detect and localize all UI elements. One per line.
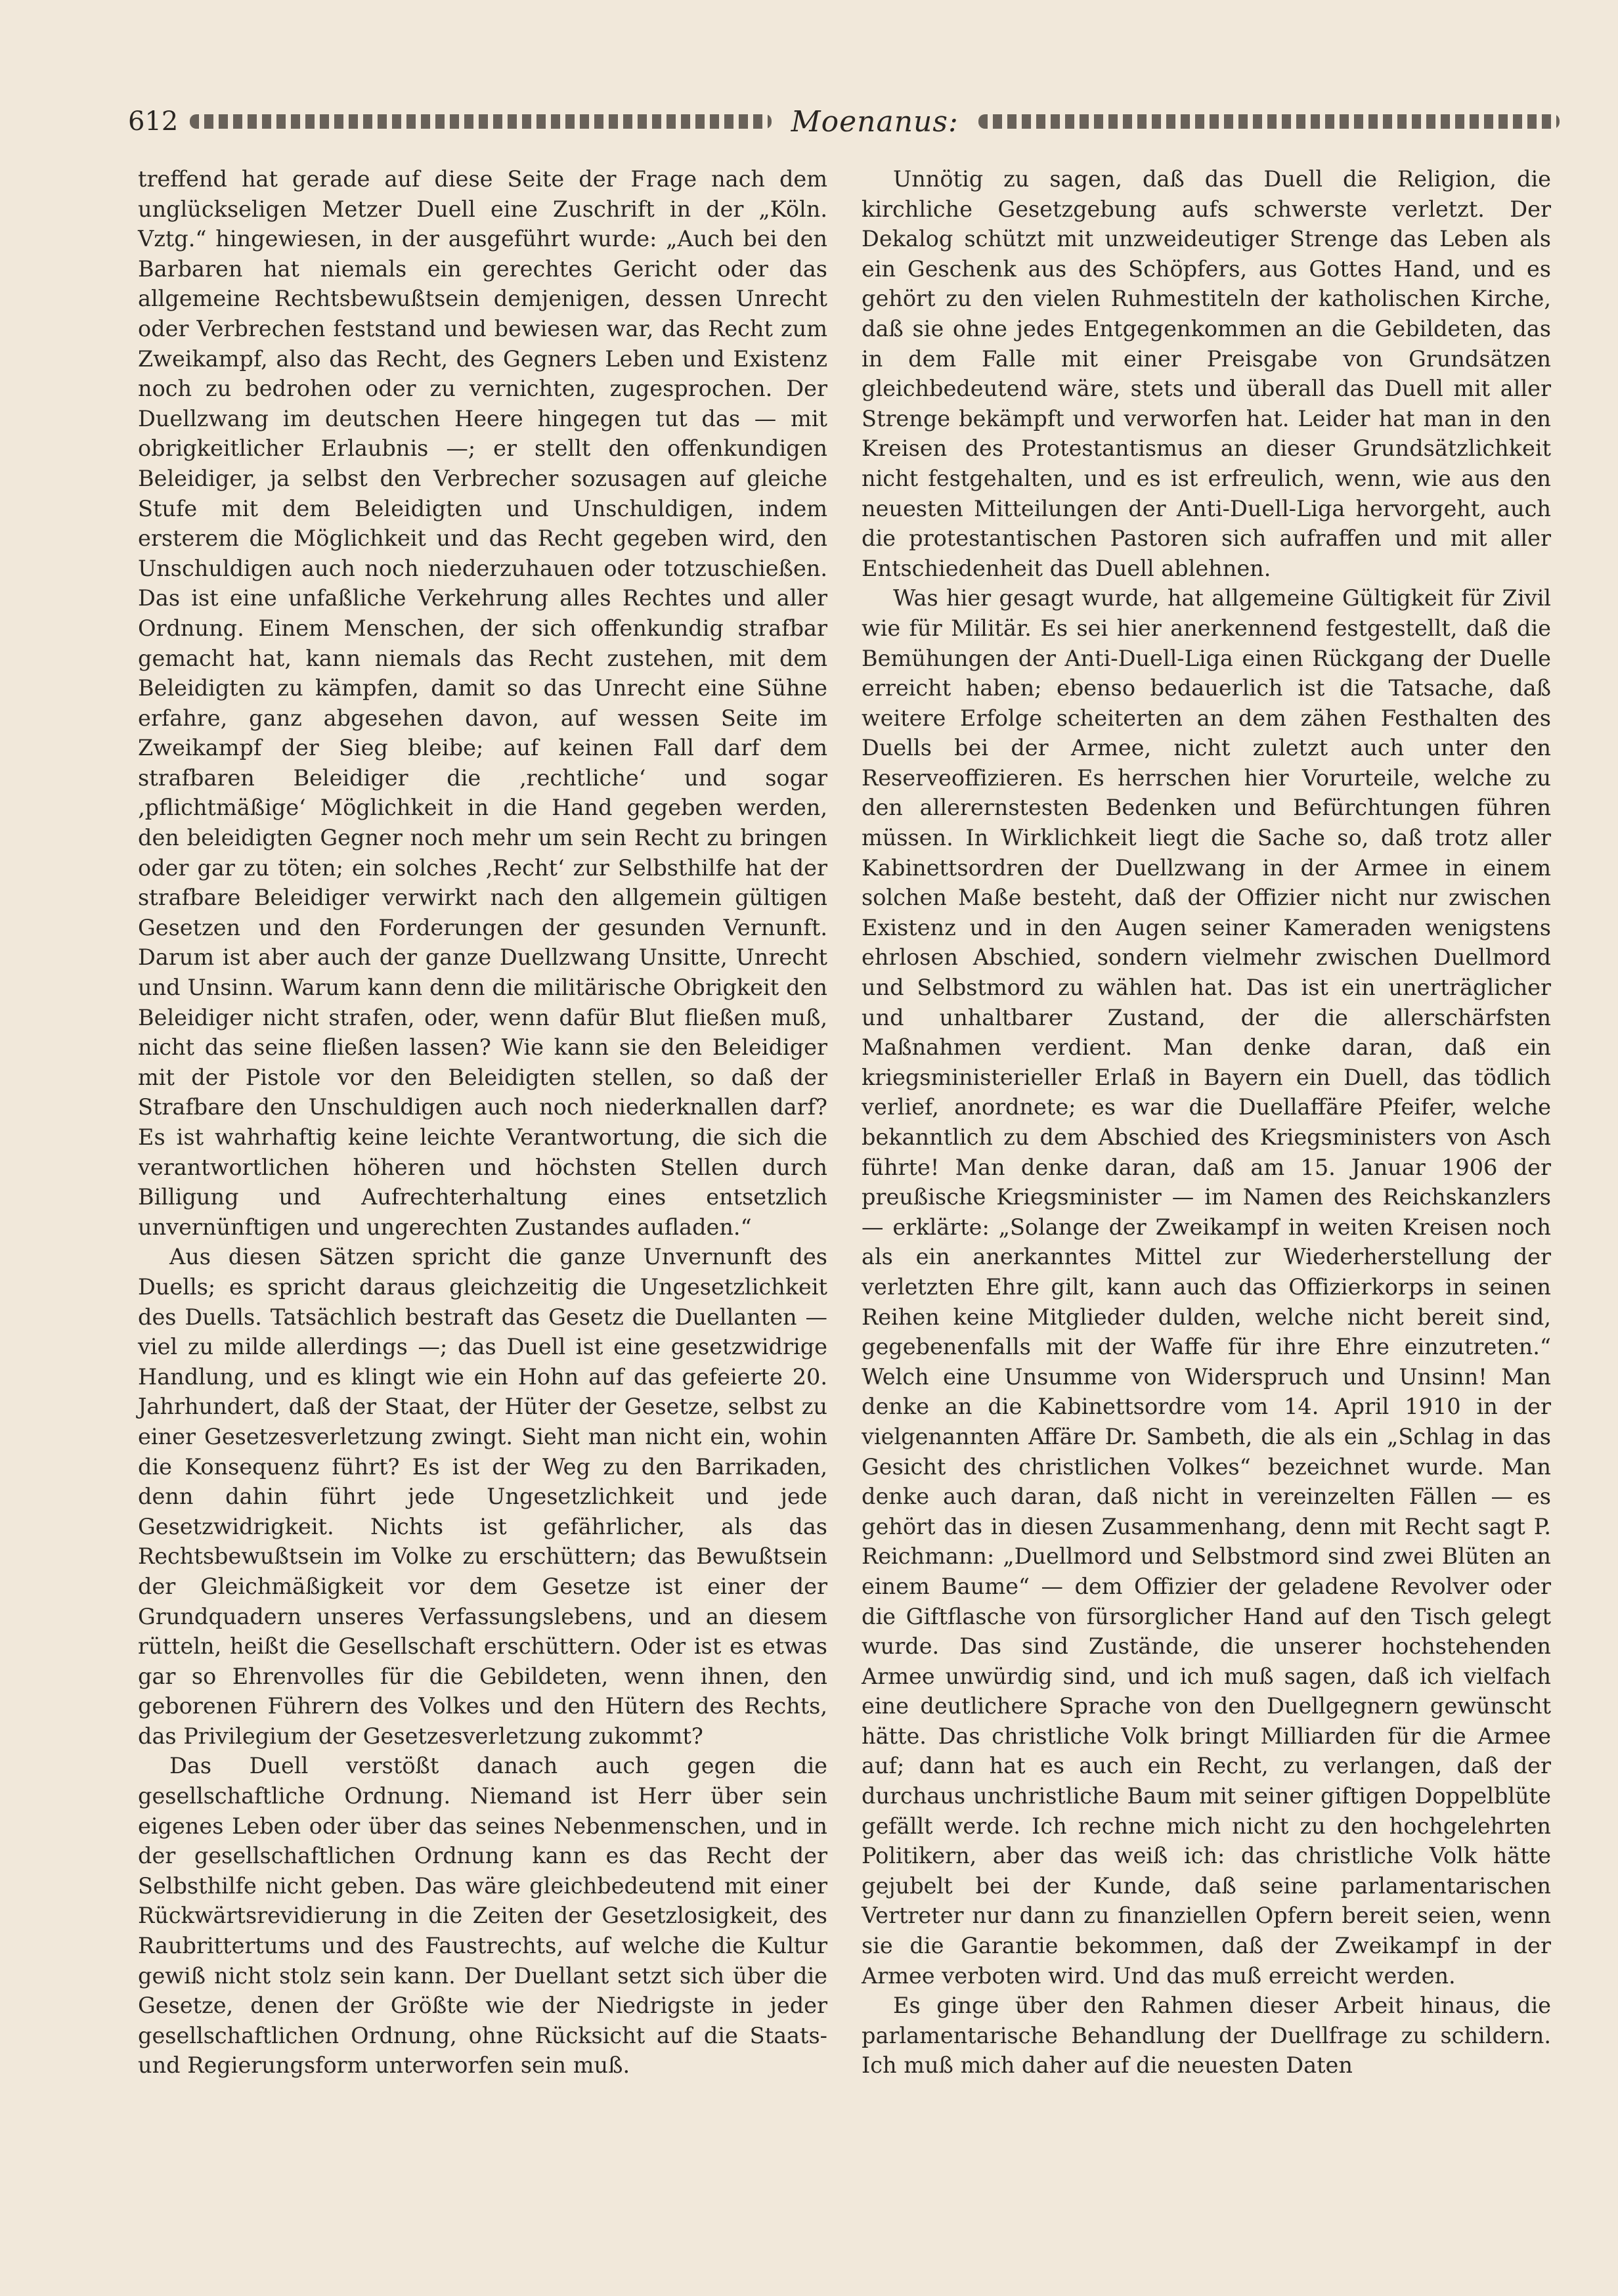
- paragraph: Aus diesen Sätzen spricht die ganze Unvernunft des Duells; es spricht daraus gleichzeitig die Ungesetzlichkeit des Duells. Tatsächlich bestraft das Gesetz die Duellanten — viel zu milde allerdings —; das Duell ist eine gesetzwidrige Handlung, und es klingt wie ein Hohn auf das gefeierte 20. Jahrhundert, daß der Staat, der Hüter der Gesetze, selbst zu einer Gesetzesverletzung zwingt. Sieht man nicht ein, wohin die Konsequenz führt? Es ist der Weg zu den Barrikaden, denn dahin führt jede Ungesetzlichkeit und jede Gesetzwidrigkeit. Nichts ist gefährlicher, als das Rechtsbewußtsein im Volke zu erschüttern; das Bewußtsein der Gleichmäßigkeit vor dem Gesetze ist einer der Grundquadern unseres Verfassungslebens, und an diesem rütteln, heißt die Gesellschaft erschüttern. Oder ist es etwas gar so Ehrenvolles für die Gebildeten, wenn ihnen, den geborenen Führern des Volkes und den Hütern des Rechts, das Privilegium der Gesetzesverletzung zukommt?: [138, 1244, 827, 1749]
- right-column: [862, 164, 1551, 2081]
- page-number: 612: [128, 106, 179, 137]
- page-header: [128, 99, 1560, 144]
- ornament-rule-left: [190, 114, 771, 129]
- ornament-rule-right: [978, 114, 1560, 129]
- paragraph: Das Duell verstößt danach auch gegen die gesellschaftliche Ordnung. Niemand ist Herr über sein eigenes Leben oder über das seines Nebenmenschen, und in der gesellschaftlichen Ordnung kann es das Recht der Selbsthilfe nicht geben. Das wäre gleichbedeutend mit einer Rückwärtsrevidierung in die Zeiten der Gesetzlosigkeit, des Raubrittertums und des Faustrechts, auf welche die Kultur gewiß nicht stolz sein kann. Der Duellant setzt sich über die Gesetze, denen der Größte wie der Niedrigste in jeder gesellschaftlichen Ordnung, ohne Rücksicht auf die Staats- und Regierungsform unterworfen sein muß.: [138, 1753, 827, 2079]
- paragraph: treffend hat gerade auf diese Seite der Frage nach dem unglückseligen Metzer Duell eine Zuschrift in der „Köln. Vztg.“ hingewiesen, in der ausgeführt wurde: „Auch bei den Barbaren hat niemals ein gerechtes Gericht oder das allgemeine Rechtsbewußtsein demjenigen, dessen Unrecht oder Verbrechen feststand und bewiesen war, das Recht zum Zweikampf, also das Recht, des Gegners Leben und Existenz noch zu bedrohen oder zu vernichten, zugesprochen. Der Duellzwang im deutschen Heere hingegen tut das — mit obrigkeitlicher Erlaubnis —; er stellt den offenkundigen Beleidiger, ja selbst den Verbrecher sozusagen auf gleiche Stufe mit dem Beleidigten und Unschuldigen, indem ersterem die Möglichkeit und das Recht gegeben wird, den Unschuldigen auch noch niederzuhauen oder totzuschießen. Das ist eine unfaßliche Verkehrung alles Rechtes und aller Ordnung. Einem Menschen, der sich offenkundig strafbar gemacht hat, kann niemals das Recht zustehen, mit dem Beleidigten zu kämpfen, damit so das Unrecht eine Sühne erfahre, ganz abgesehen davon, auf wessen Seite im Zweikampf der Sieg bleibe; auf keinen Fall darf dem strafbaren Beleidiger die ‚rechtliche‘ und sogar ‚pflichtmäßige‘ Möglichkeit in die Hand gegeben werden, den beleidigten Gegner noch mehr um sein Recht zu bringen oder gar zu töten; ein solches ‚Recht‘ zur Selbsthilfe hat der strafbare Beleidiger verwirkt nach den allgemein gültigen Gesetzen und den Forderungen der gesunden Vernunft. Darum ist aber auch der ganze Duellzwang Unsitte, Unrecht und Unsinn. Warum kann denn die militärische Obrigkeit den Beleidiger nicht strafen, oder, wenn dafür Blut fließen muß, nicht das seine fließen lassen? Wie kann sie den Beleidiger mit der Pistole vor den Beleidigten stellen, so daß der Strafbare den Unschuldigen auch noch niederknallen darf? Es ist wahrhaftig keine leichte Verantwortung, die sich die verantwortlichen höheren und höchsten Stellen durch Billigung und Aufrechterhaltung eines entsetzlich unvernünftigen und ungerechten Zustandes aufladen.“: [138, 166, 827, 1240]
- paragraph: Unnötig zu sagen, daß das Duell die Religion, die kirchliche Gesetzgebung aufs schwerste verletzt. Der Dekalog schützt mit unzweideutiger Strenge das Leben als ein Geschenk aus des Schöpfers, aus Gottes Hand, und es gehört zu den vielen Ruhmestiteln der katholischen Kirche, daß sie ohne jedes Entgegenkommen an die Gebildeten, das in dem Falle mit einer Preisgabe von Grundsätzen gleichbedeutend wäre, stets und überall das Duell mit aller Strenge bekämpft und verworfen hat. Leider hat man in den Kreisen des Protestantismus an dieser Grundsätzlichkeit nicht festgehalten, und es ist erfreulich, wenn, wie aus den neuesten Mitteilungen der Anti-Duell-Liga hervorgeht, auch die protestantischen Pastoren sich aufraffen und mit aller Entschiedenheit das Duell ablehnen.: [862, 166, 1551, 581]
- left-column: [138, 164, 827, 2081]
- paragraph: Was hier gesagt wurde, hat allgemeine Gültigkeit für Zivil wie für Militär. Es sei hier anerkennend festgestellt, daß die Bemühungen der Anti-Duell-Liga einen Rückgang der Duelle erreicht haben; ebenso bedauerlich ist die Tatsache, daß weitere Erfolge scheiterten an dem zähen Festhalten des Duells bei der Armee, nicht zuletzt auch unter den Reserveoffizieren. Es herrschen hier Vorurteile, welche zu den allerernstesten Bedenken und Befürchtungen führen müssen. In Wirklichkeit liegt die Sache so, daß trotz aller Kabinettsordren der Duellzwang in der Armee in einem solchen Maße besteht, daß der Offizier nicht nur zwischen Existenz und in den Augen seiner Kameraden wenigstens ehrlosen Abschied, sondern vielmehr zwischen Duellmord und Selbstmord zu wählen hat. Das ist ein unerträglicher und unhaltbarer Zustand, der die allerschärfsten Maßnahmen verdient. Man denke daran, daß ein kriegsministerieller Erlaß in Bayern ein Duell, das tödlich verlief, anordnete; es war die Duellaffäre Pfeifer, welche bekanntlich zu dem Abschied des Kriegsministers von Asch führte! Man denke daran, daß am 15. Januar 1906 der preußische Kriegsminister — im Namen des Reichskanzlers — erklärte: „Solange der Zweikampf in weiten Kreisen noch als ein anerkanntes Mittel zur Wiederherstellung der verletzten Ehre gilt, kann auch das Offizierkorps in seinen Reihen keine Mitglieder dulden, welche nicht bereit sind, gegebenenfalls mit der Waffe für ihre Ehre einzutreten.“ Welch eine Unsumme von Widerspruch und Unsinn! Man denke an die Kabinettsordre vom 14. April 1910 in der vielgenannten Affäre Dr. Sambeth, die als ein „Schlag in das Gesicht des christlichen Volkes“ bezeichnet wurde. Man denke auch daran, daß nicht in vereinzelten Fällen — es gehört das in diesen Zusammenhang, denn mit Recht sagt P. Reichmann: „Duellmord und Selbstmord sind zwei Blüten an einem Baume“ — dem Offizier der geladene Revolver oder die Giftflasche von fürsorglicher Hand auf den Tisch gelegt wurde. Das sind Zustände, die unserer hochstehenden Armee unwürdig sind, und ich muß sagen, daß ich vielfach eine deutlichere Sprache von den Duellgegnern gewünscht hätte. Das christliche Volk bringt Milliarden für die Armee auf; dann hat es auch ein Recht, zu verlangen, daß der durchaus unchristliche Baum mit seiner giftigen Doppelblüte gefällt werde. Ich rechne mich nicht zu den hochgelehrten Politikern, aber das weiß ich: das christliche Volk hätte gejubelt bei der Kunde, daß seine parlamentarischen Vertreter nur dann zu finanziellen Opfern bereit seien, wenn sie die Garantie bekommen, daß der Zweikampf in der Armee verboten wird. Und das muß erreicht werden.: [862, 585, 1551, 1989]
- paragraph: Es ginge über den Rahmen dieser Arbeit hinaus, die parlamentarische Behandlung der Duellfrage zu schildern. Ich muß mich daher auf die neuesten Daten: [862, 1993, 1551, 2079]
- running-title: Moenanus:: [791, 104, 959, 139]
